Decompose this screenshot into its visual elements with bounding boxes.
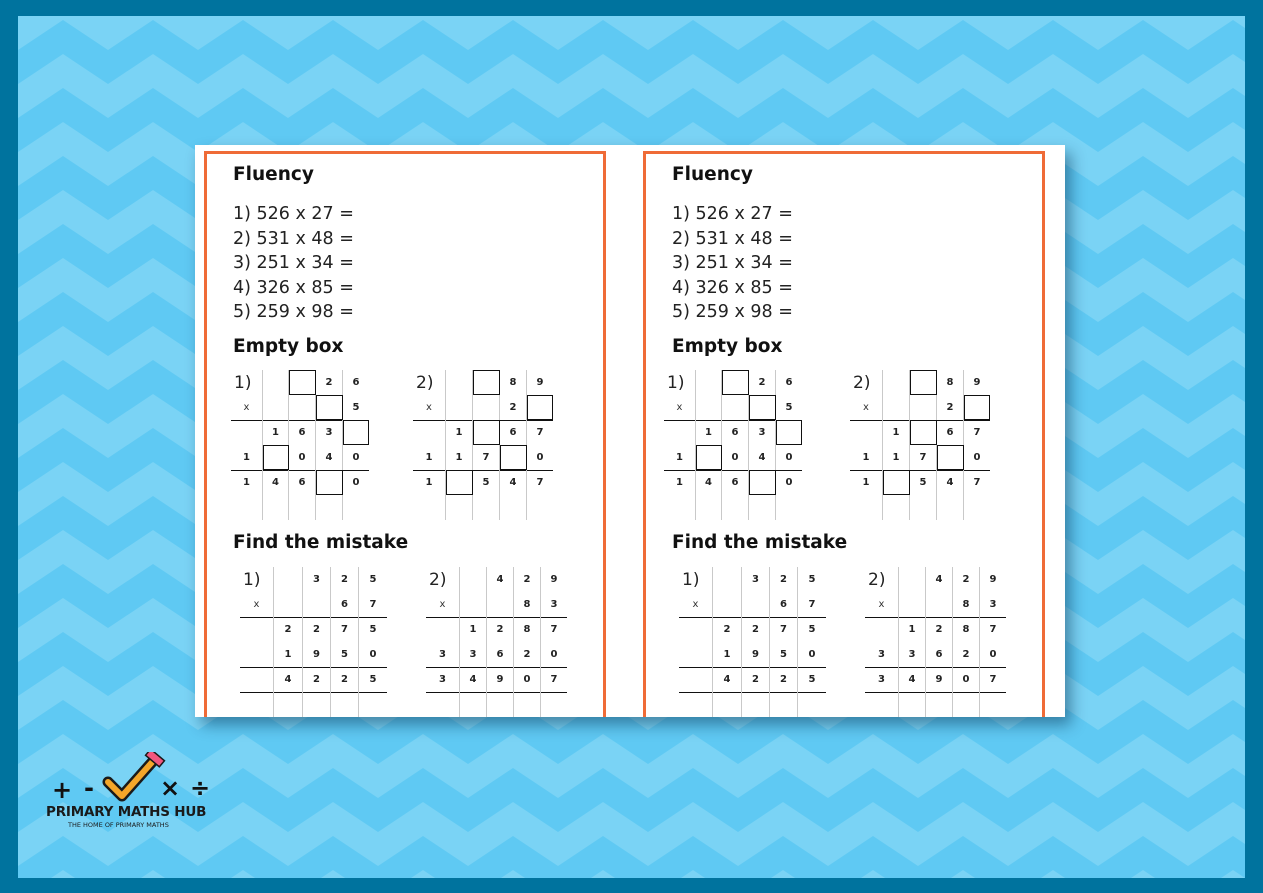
operator: x <box>676 401 683 413</box>
grid-cell: 1 <box>446 445 473 470</box>
empty-box-grid-1 <box>231 370 369 520</box>
problem-label: 2) <box>868 569 886 590</box>
grid-cell: 0 <box>541 642 568 667</box>
grid-cell: 3 <box>742 567 770 592</box>
grid-cell: 1 <box>274 642 303 667</box>
fluency-list <box>233 202 354 325</box>
problem-label: 1) <box>667 372 685 393</box>
answer-box <box>776 420 803 445</box>
grid-cell: 1 <box>413 470 446 495</box>
grid-cell: 5 <box>798 567 827 592</box>
grid-cell: 5 <box>776 395 803 420</box>
answer-box <box>316 470 343 495</box>
grid-cell: 2 <box>713 617 742 642</box>
grid-cell <box>696 395 722 420</box>
grid-cell: 7 <box>910 445 937 470</box>
grid-cell: 0 <box>289 445 316 470</box>
fluency-question: 2) 531 x 48 = <box>233 228 354 249</box>
grid-cell: 8 <box>953 592 980 617</box>
minus-icon: - <box>84 774 94 802</box>
grid-cell: 1 <box>883 420 910 445</box>
grid-cell: 3 <box>749 420 776 445</box>
answer-box <box>722 370 749 395</box>
grid-cell: 8 <box>514 617 541 642</box>
grid-cell: 6 <box>343 370 370 395</box>
grid-cell <box>850 420 883 445</box>
operator: x <box>253 598 260 610</box>
grid-cell: 5 <box>798 617 827 642</box>
multiply-icon: × <box>160 774 181 802</box>
grid-cell: 0 <box>514 667 541 692</box>
find-mistake-grid-2 <box>865 567 1006 717</box>
grid-cell: 6 <box>722 470 749 495</box>
grid-cell: 1 <box>231 470 263 495</box>
grid-cell: 0 <box>798 642 827 667</box>
answer-box <box>910 420 937 445</box>
grid-cell: 5 <box>359 667 388 692</box>
empty-box-grid-2 <box>850 370 990 520</box>
grid-cell: 7 <box>359 592 388 617</box>
grid-cell: 9 <box>527 370 554 395</box>
grid-cell <box>413 420 446 445</box>
grid-cell: 2 <box>316 370 343 395</box>
grid-cell <box>446 395 473 420</box>
operator: x <box>426 401 432 413</box>
empty-box-grid-2 <box>413 370 553 520</box>
grid-cell: 1 <box>850 470 883 495</box>
logo-name: PRIMARY MATHS HUB <box>46 804 207 820</box>
grid-cell: 5 <box>343 395 370 420</box>
find-mistake-grid-1 <box>240 567 387 717</box>
grid-cell: 2 <box>514 642 541 667</box>
fluency-question: 2) 531 x 48 = <box>672 228 793 249</box>
find-mistake-grid-2 <box>426 567 567 717</box>
empty-box-grid-1 <box>664 370 802 520</box>
grid-cell: 5 <box>331 642 359 667</box>
answer-box <box>883 470 910 495</box>
grid-cell <box>883 370 910 395</box>
problem-label: 2) <box>416 372 434 393</box>
grid-cell: 1 <box>243 451 250 463</box>
grid-cell: 0 <box>343 445 370 470</box>
grid-cell: 0 <box>776 445 803 470</box>
grid-cell <box>696 370 722 395</box>
operator: x <box>243 401 250 413</box>
grid-cell: 7 <box>541 617 568 642</box>
grid-cell: 7 <box>473 445 500 470</box>
grid-cell: 4 <box>749 445 776 470</box>
grid-cell: 2 <box>926 617 953 642</box>
grid-cell: 1 <box>446 420 473 445</box>
grid-cell: 4 <box>899 667 926 692</box>
grid-cell: 2 <box>770 667 798 692</box>
grid-cell: 4 <box>696 470 722 495</box>
plus-icon: + <box>52 776 73 804</box>
fluency-question: 5) 259 x 98 = <box>672 302 793 322</box>
grid-cell: 6 <box>289 470 316 495</box>
find-the-mistake-heading: Find the mistake <box>672 532 848 553</box>
grid-cell: 6 <box>289 420 316 445</box>
grid-cell: 4 <box>274 667 303 692</box>
grid-cell: 1 <box>425 451 433 463</box>
grid-cell: 3 <box>303 567 331 592</box>
grid-cell: 0 <box>722 445 749 470</box>
grid-cell: 2 <box>303 667 331 692</box>
divide-icon: ÷ <box>190 774 211 802</box>
fluency-heading: Fluency <box>672 164 753 185</box>
grid-cell: 8 <box>500 370 527 395</box>
operator: x <box>692 598 699 610</box>
grid-cell: 1 <box>676 451 683 463</box>
grid-cell: 9 <box>926 667 953 692</box>
grid-cell <box>289 395 316 420</box>
grid-cell: 6 <box>722 420 749 445</box>
grid-cell: 5 <box>359 567 388 592</box>
grid-cell: 6 <box>331 592 359 617</box>
grid-cell <box>446 370 473 395</box>
chevron-stripe <box>18 54 1245 118</box>
grid-cell: 4 <box>460 667 487 692</box>
grid-cell: 3 <box>541 592 568 617</box>
answer-box <box>473 420 500 445</box>
grid-cell: 7 <box>964 420 991 445</box>
problem-label: 1) <box>243 569 261 590</box>
grid-cell: 2 <box>749 370 776 395</box>
grid-cell: 6 <box>500 420 527 445</box>
fluency-question: 1) 526 x 27 = <box>672 204 793 224</box>
answer-box <box>749 395 776 420</box>
grid-cell <box>263 395 289 420</box>
grid-cell: 9 <box>487 667 514 692</box>
logo-tagline: THE HOME OF PRIMARY MATHS <box>68 821 169 829</box>
worksheet-panel-right <box>643 151 1045 717</box>
answer-box <box>446 470 473 495</box>
grid-cell: 9 <box>742 642 770 667</box>
find-the-mistake-heading: Find the mistake <box>233 532 409 553</box>
answer-box <box>316 395 343 420</box>
grid-cell: 0 <box>527 445 554 470</box>
grid-cell: 6 <box>770 592 798 617</box>
grid-cell: 0 <box>343 470 370 495</box>
grid-cell <box>742 592 770 617</box>
answer-box <box>527 395 554 420</box>
grid-cell <box>910 395 937 420</box>
answer-box <box>473 370 500 395</box>
grid-cell: 4 <box>926 567 953 592</box>
grid-cell: 0 <box>980 642 1007 667</box>
find-mistake-grid-1 <box>679 567 826 717</box>
grid-cell: 2 <box>274 617 303 642</box>
grid-cell: 3 <box>316 420 343 445</box>
grid-cell <box>487 592 514 617</box>
grid-cell: 2 <box>742 667 770 692</box>
grid-cell <box>473 395 500 420</box>
grid-cell: 7 <box>980 617 1007 642</box>
empty-box-heading: Empty box <box>672 336 783 357</box>
answer-box <box>500 445 527 470</box>
worksheet-panel-left <box>204 151 606 717</box>
worksheet-preview <box>195 145 1065 717</box>
grid-cell: 4 <box>713 667 742 692</box>
grid-cell: 6 <box>776 370 803 395</box>
grid-cell: 0 <box>776 470 803 495</box>
grid-cell: 7 <box>770 617 798 642</box>
grid-cell: 6 <box>487 642 514 667</box>
primary-maths-hub-logo <box>44 752 224 832</box>
grid-cell: 6 <box>926 642 953 667</box>
grid-cell: 4 <box>500 470 527 495</box>
answer-box <box>749 470 776 495</box>
grid-cell <box>883 395 910 420</box>
operator: x <box>878 598 885 610</box>
grid-cell: 3 <box>878 648 885 660</box>
fluency-question: 4) 326 x 85 = <box>672 277 793 298</box>
problem-label: 1) <box>682 569 700 590</box>
grid-cell: 4 <box>487 567 514 592</box>
grid-cell: 2 <box>937 395 964 420</box>
fluency-question: 5) 259 x 98 = <box>233 302 354 322</box>
grid-cell: 3 <box>460 642 487 667</box>
chevron-stripe <box>18 16 1245 50</box>
grid-cell: 5 <box>473 470 500 495</box>
grid-cell: 8 <box>514 592 541 617</box>
grid-cell: 2 <box>742 617 770 642</box>
grid-cell: 2 <box>331 667 359 692</box>
problem-label: 1) <box>234 372 252 393</box>
answer-box <box>343 420 370 445</box>
fluency-question: 3) 251 x 34 = <box>233 253 354 273</box>
grid-cell: 1 <box>899 617 926 642</box>
fluency-list <box>672 202 793 325</box>
answer-box <box>263 445 289 470</box>
answer-box <box>937 445 964 470</box>
grid-cell: 6 <box>937 420 964 445</box>
grid-cell: 5 <box>770 642 798 667</box>
grid-cell: 3 <box>899 642 926 667</box>
grid-cell <box>303 592 331 617</box>
grid-cell: 2 <box>487 617 514 642</box>
grid-cell: 7 <box>964 470 991 495</box>
grid-cell: 5 <box>359 617 388 642</box>
fluency-question: 1) 526 x 27 = <box>233 204 354 224</box>
grid-cell: 5 <box>798 667 827 692</box>
grid-cell: 1 <box>664 470 696 495</box>
fluency-heading: Fluency <box>233 164 314 185</box>
grid-cell: 0 <box>359 642 388 667</box>
grid-cell: 7 <box>527 420 554 445</box>
grid-cell: 3 <box>980 592 1007 617</box>
grid-cell: 2 <box>953 642 980 667</box>
grid-cell <box>926 592 953 617</box>
grid-cell: 9 <box>541 567 568 592</box>
grid-cell: 1 <box>263 420 289 445</box>
answer-box <box>964 395 991 420</box>
grid-cell: 3 <box>426 667 460 692</box>
grid-cell: 2 <box>953 567 980 592</box>
grid-cell: 0 <box>964 445 991 470</box>
grid-cell: 4 <box>316 445 343 470</box>
grid-cell: 1 <box>883 445 910 470</box>
answer-box <box>910 370 937 395</box>
grid-cell: 1 <box>862 451 870 463</box>
grid-cell: 2 <box>500 395 527 420</box>
grid-cell: 3 <box>439 648 446 660</box>
operator: x <box>439 598 446 610</box>
grid-cell <box>231 420 263 445</box>
grid-cell: 7 <box>541 667 568 692</box>
grid-cell: 7 <box>331 617 359 642</box>
operator: x <box>863 401 869 413</box>
grid-cell: 3 <box>865 667 899 692</box>
grid-cell: 5 <box>910 470 937 495</box>
grid-cell: 7 <box>980 667 1007 692</box>
grid-cell: 0 <box>953 667 980 692</box>
answer-box <box>289 370 316 395</box>
grid-cell: 1 <box>696 420 722 445</box>
grid-cell: 2 <box>514 567 541 592</box>
fluency-question: 4) 326 x 85 = <box>233 277 354 298</box>
grid-cell <box>664 420 696 445</box>
grid-cell: 9 <box>964 370 991 395</box>
grid-cell: 4 <box>263 470 289 495</box>
fluency-question: 3) 251 x 34 = <box>672 253 793 273</box>
grid-cell: 9 <box>980 567 1007 592</box>
grid-cell: 2 <box>331 567 359 592</box>
chevron-stripe <box>18 870 1245 878</box>
pencil-checkmark-icon <box>102 752 168 802</box>
grid-cell: 7 <box>798 592 827 617</box>
grid-cell <box>722 395 749 420</box>
grid-cell: 8 <box>953 617 980 642</box>
grid-cell <box>263 370 289 395</box>
grid-cell: 8 <box>937 370 964 395</box>
empty-box-heading: Empty box <box>233 336 344 357</box>
answer-box <box>696 445 722 470</box>
grid-cell: 2 <box>303 617 331 642</box>
problem-label: 2) <box>853 372 871 393</box>
grid-cell: 7 <box>527 470 554 495</box>
problem-label: 2) <box>429 569 447 590</box>
grid-cell: 1 <box>460 617 487 642</box>
grid-cell: 4 <box>937 470 964 495</box>
grid-cell: 1 <box>713 642 742 667</box>
grid-cell: 9 <box>303 642 331 667</box>
grid-cell: 2 <box>770 567 798 592</box>
